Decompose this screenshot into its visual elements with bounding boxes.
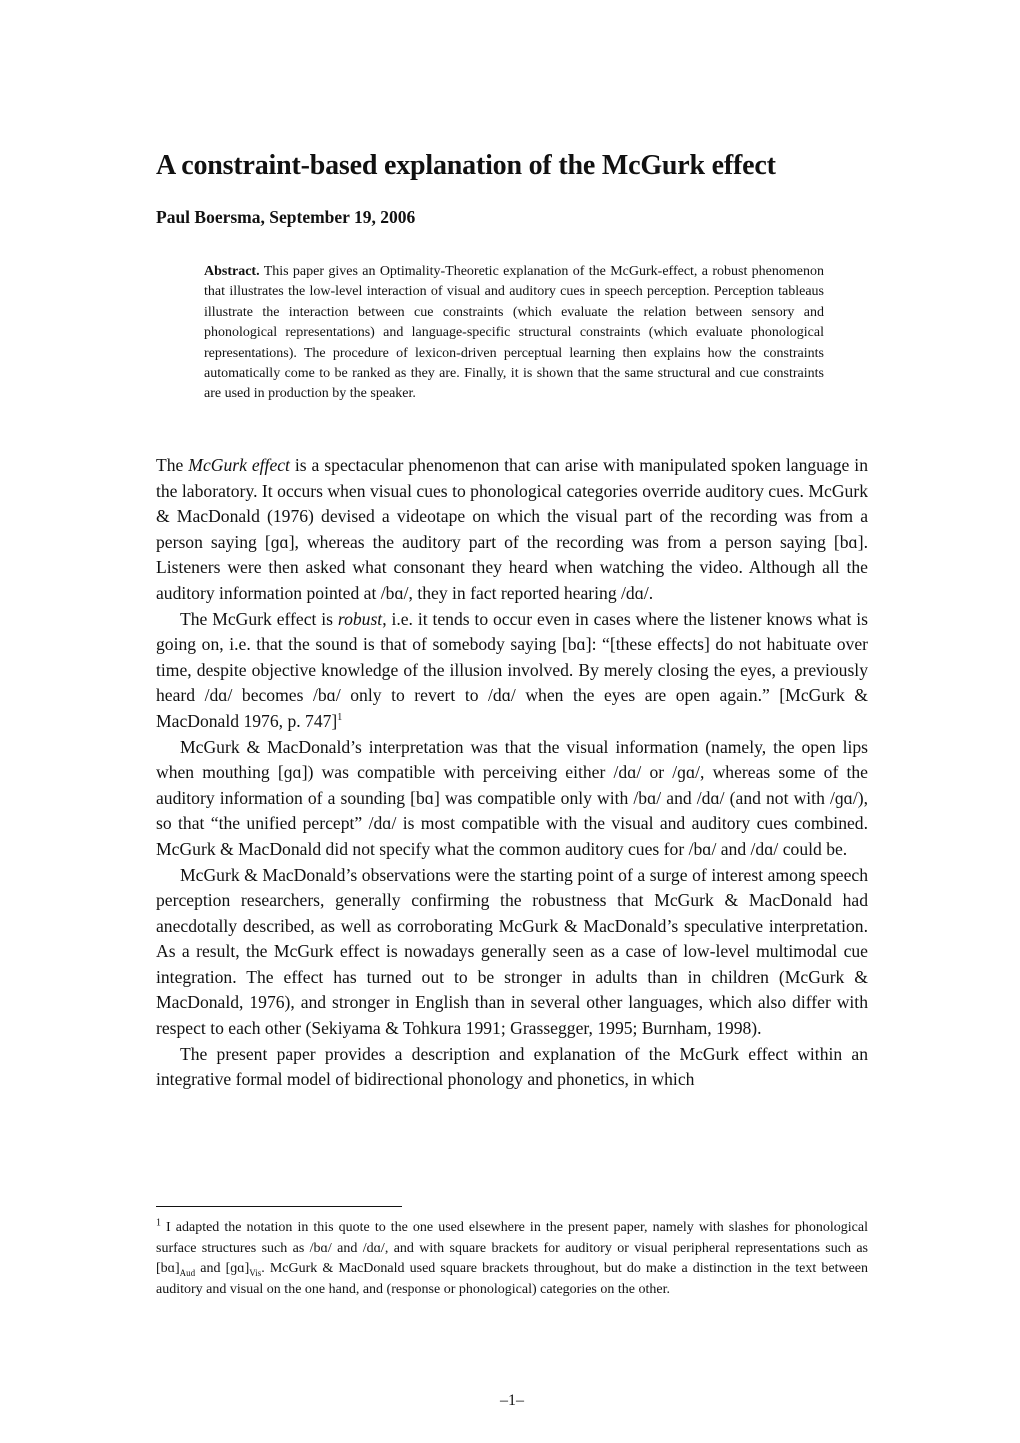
footnote-sub-vis: Vis	[249, 1267, 262, 1278]
paragraph-2	[156, 607, 868, 735]
abstract	[204, 262, 824, 405]
paragraph-3: McGurk & MacDonald’s interpretation was that the visual information (namely, the open lips when mouthing [ɡɑ]) was compatible with perceiving either /dɑ/ or /ɡɑ/, whereas some of the auditory information of a sounding [bɑ] was compatible only with /bɑ/ and /dɑ/ (and not with /ɡɑ/), so that “the unified percept” /dɑ/ is most compatible with the visual and auditory cues combined. McGurk & MacDonald did not specify what the common auditory cues for /bɑ/ and /dɑ/ could be.	[156, 736, 868, 859]
page-number: –1–	[500, 1392, 524, 1409]
author-line: Paul Boersma, September 19, 2006	[156, 207, 416, 227]
footnote-sub-aud: Aud	[179, 1267, 196, 1278]
footnote	[156, 1218, 868, 1300]
paragraph-1	[156, 453, 868, 607]
paragraph-4: McGurk & MacDonald’s observations were the starting point of a surge of interest among speech perception researchers, generally confirming the robustness that McGurk & MacDonald had anecdotally described, as well as corroborating McGurk & MacDonald’s speculative interpretation. As a result, the McGurk effect is nowadays generally seen as a case of low-level multimodal cue integration. The effect has turned out to be stronger in adults than in children (McGurk & MacDonald, 1976), and stronger in English than in several other languages, which also differ with respect to each other (Sekiyama & Tohkura 1991; Grassegger, 1995; Burnham, 1998).	[156, 864, 868, 1039]
footnote-text-3: . McGurk & MacDonald used square brackets throughout, but do make a distinction in the text between auditory and visual on the one hand, and (response or phonological) categories on the other.	[156, 1261, 869, 1297]
abstract-text: This paper gives an Optimality-Theoretic explanation of the McGurk-effect, a robust phenomenon that illustrates the low-level interaction of visual and auditory cues in speech perception. Perception tableaus illustrate the interaction between cue constraints (which evaluate the relation between sensory and phonological representations) and language-specific structural constraints (which evaluate phonological representations). The procedure of lexicon-driven perceptual learning then explains how the constraints automatically come to be ranked as they are. Finally, it is shown that the same structural and cue constraints are used in production by the speaker.	[204, 264, 824, 402]
paragraph-2-rest: , i.e. it tends to occur even in cases where the listener knows what is going on, i.e. that the sound is that of somebody saying [bɑ]: “[these effects] do not habituate over time, despite objective knowledge of the illusion involved. By merely closing the eyes, a previously heard /dɑ/ becomes /bɑ/ only to revert to /dɑ/ when the eyes are open again.” [McGurk & MacDonald 1976, p. 747]	[156, 608, 868, 731]
footnote-divider	[156, 1206, 402, 1207]
paragraph-2-emphasis: robust	[337, 608, 383, 629]
abstract-label: Abstract.	[204, 264, 260, 279]
paragraph-1-rest: is a spectacular phenomenon that can arise with manipulated spoken language in the laboratory. It occurs when visual cues to phonological categories override auditory cues. McGurk & MacDonald (1976) devised a videotape on which the visual part of the recording was from a person saying [ɡɑ], whereas the auditory part of the recording was from a person saying [bɑ]. Listeners were then asked what consonant they heard when watching the video. Although all the auditory information pointed at /bɑ/, they in fact reported hearing /dɑ/.	[156, 455, 868, 603]
paragraph-1-start: The	[156, 455, 189, 475]
footnote-text-1: I adapted the notation in this quote to the one used elsewhere in the present paper, namely with slashes for phonological surface structures such as /bɑ/ and /dɑ/, and with square brackets for auditory or visual peripheral representations such as [bɑ]	[156, 1220, 868, 1277]
paragraph-2-start: The McGurk effect is	[180, 608, 338, 629]
paragraph-1-emphasis: McGurk effect	[188, 455, 290, 475]
footnote-number: 1	[156, 1217, 161, 1229]
footnote-text-2: and [ɡɑ]	[195, 1261, 250, 1277]
paragraph-5: The present paper provides a description and explanation of the McGurk effect within an integrative formal model of bidirectional phonology and phonetics, in which	[156, 1043, 868, 1090]
body-text	[156, 453, 868, 1093]
footnote-ref[interactable]: 1	[337, 712, 343, 724]
paper-title: A constraint-based explanation of the McGurk effect	[156, 150, 776, 181]
